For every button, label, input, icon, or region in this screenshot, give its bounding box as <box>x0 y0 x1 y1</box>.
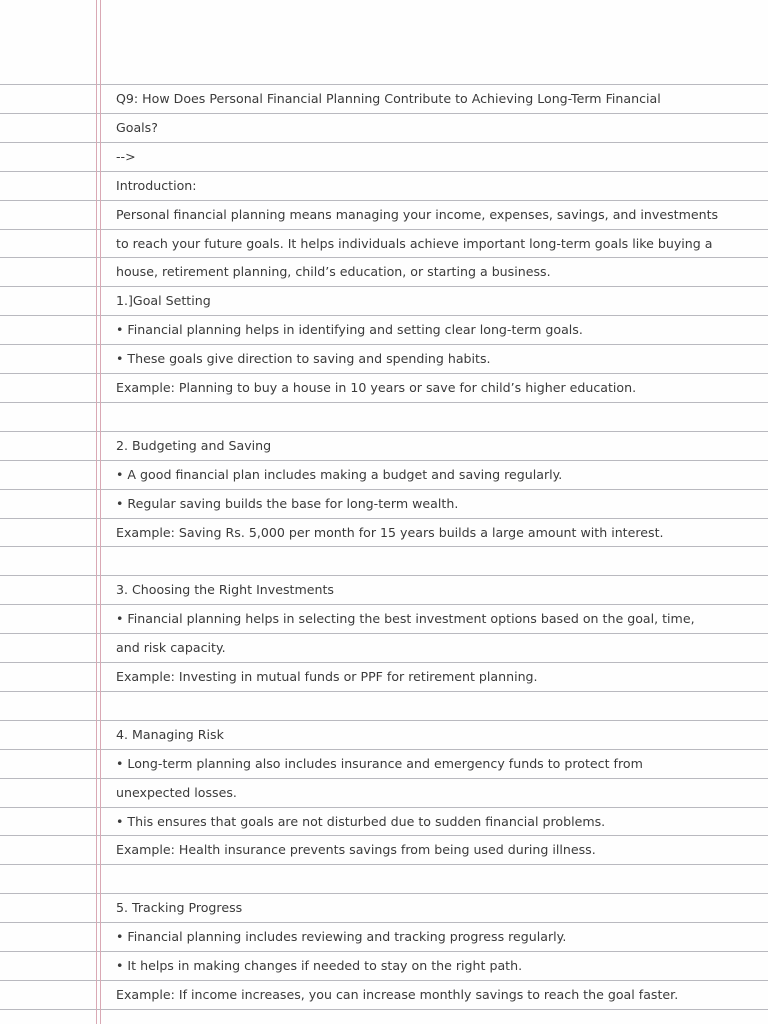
bullet-point: • It helps in making changes if needed to stay on the right path. <box>116 958 523 973</box>
section-heading-budgeting: 2. Budgeting and Saving <box>116 438 272 453</box>
introduction-text-line: Personal financial planning means managing your income, expenses, savings, and investments <box>116 207 719 222</box>
example-line: Example: Saving Rs. 5,000 per month for 15 years builds a large amount with interest. <box>116 525 664 540</box>
arrow-marker: --> <box>116 149 136 164</box>
question-title-line-2: Goals? <box>116 120 158 135</box>
bullet-point: • Long-term planning also includes insurance and emergency funds to protect from <box>116 756 643 771</box>
bullet-point: • Financial planning helps in identifying and setting clear long-term goals. <box>116 322 583 337</box>
bullet-point: • Financial planning helps in selecting the best investment options based on the goal, time, <box>116 611 695 626</box>
introduction-text-line: to reach your future goals. It helps individuals achieve important long-term goals like buying a <box>116 236 713 251</box>
bullet-point: • Financial planning includes reviewing and tracking progress regularly. <box>116 929 567 944</box>
bullet-continuation: and risk capacity. <box>116 640 226 655</box>
bullet-point: • A good financial plan includes making a budget and saving regularly. <box>116 467 563 482</box>
example-line: Example: Health insurance prevents savings from being used during illness. <box>116 842 596 857</box>
example-line: Example: If income increases, you can increase monthly savings to reach the goal faster. <box>116 987 679 1002</box>
bullet-point: • These goals give direction to saving and spending habits. <box>116 351 491 366</box>
question-title-line-1: Q9: How Does Personal Financial Planning Contribute to Achieving Long-Term Financial <box>116 91 661 106</box>
introduction-heading: Introduction: <box>116 178 197 193</box>
section-heading-managing-risk: 4. Managing Risk <box>116 727 224 742</box>
section-heading-investments: 3. Choosing the Right Investments <box>116 582 334 597</box>
bullet-point: • Regular saving builds the base for long-term wealth. <box>116 496 459 511</box>
bullet-continuation: unexpected losses. <box>116 785 237 800</box>
bullet-point: • This ensures that goals are not disturbed due to sudden financial problems. <box>116 814 606 829</box>
example-line: Example: Planning to buy a house in 10 years or save for child’s higher education. <box>116 380 637 395</box>
section-heading-goal-setting: 1.]Goal Setting <box>116 293 211 308</box>
introduction-text-line: house, retirement planning, child’s education, or starting a business. <box>116 264 551 279</box>
section-heading-tracking-progress: 5. Tracking Progress <box>116 900 243 915</box>
example-line: Example: Investing in mutual funds or PPF for retirement planning. <box>116 669 538 684</box>
